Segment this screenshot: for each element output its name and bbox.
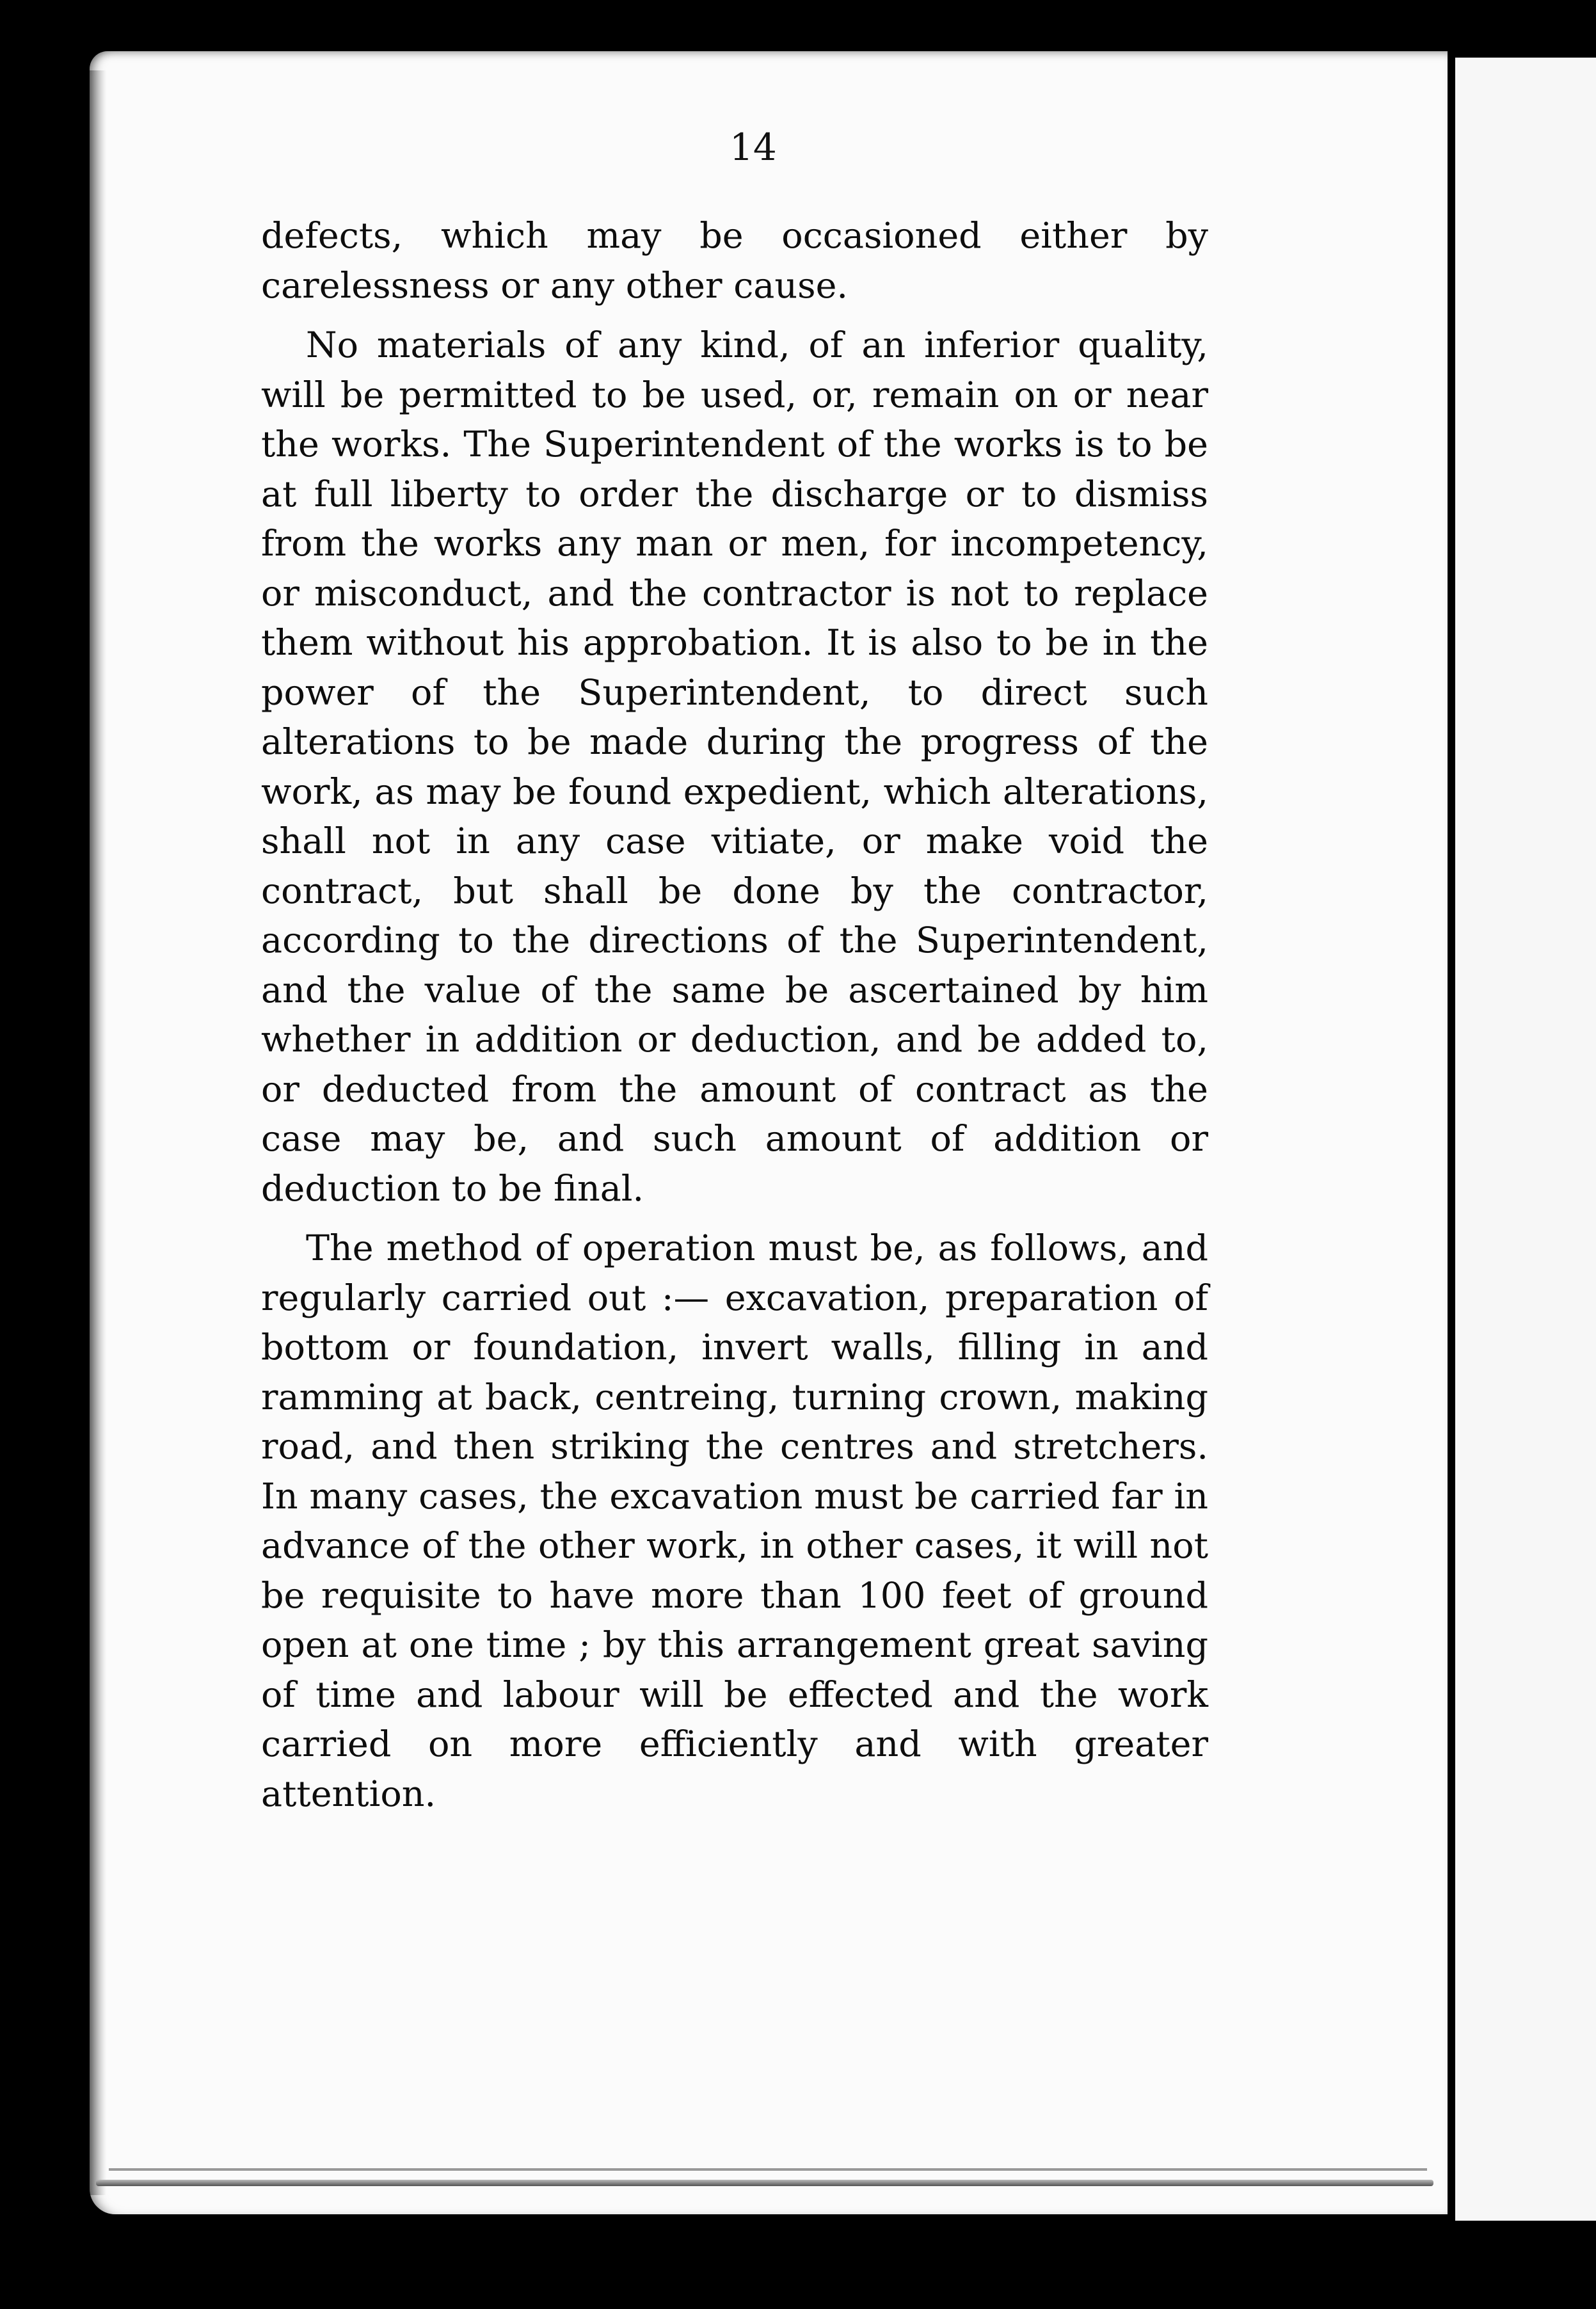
body-text	[261, 211, 1208, 1829]
paragraph-2: No materials of any kind, of an inferior quality, will be permitted to be used, or, remain on or near the works. The Superintendent of the works is to be at full liberty to order the discharge or to dismiss from the works any man or men, for incompetency, or misconduct, and the contractor is not to replace them without his approbation. It is also to be in the power of the Superintendent, to direct such alterations to be made during the progress of the work, as may be found expedient, which alterations, shall not in any case vitiate, or make void the contract, but shall be done by the contractor, according to the directions of the Superintendent, and the value of the same be ascertained by him whether in addition or deduction, and be added to, or deducted from the amount of contract as the case may be, and such amount of addition or deduction to be final.	[261, 324, 1208, 1210]
page-edge-shadow	[90, 70, 106, 2195]
adjacent-page-sliver	[1455, 58, 1596, 2221]
page-number: 14	[730, 125, 777, 169]
page-bottom-edge-line	[109, 2168, 1427, 2171]
paragraph-3: The method of operation must be, as follows, and regularly carried out :— excavation, preparation of bottom or foundation, invert walls, filling in and ramming at back, centreing, turning crown, making road, and then striking the centres and stretchers. In many cases, the excavation must be carried far in advance of the other work, in other cases, it will not be requisite to have more than 100 feet of ground open at one time ; by this arrangement great saving of time and labour will be effected and the work carried on more efficiently and with greater attention.	[261, 1227, 1208, 1815]
page-gutter	[1448, 38, 1455, 2227]
page-bottom-edge	[96, 2180, 1433, 2186]
paragraph-1: defects, which may be occasioned either by carelessness or any other cause.	[261, 215, 1208, 307]
